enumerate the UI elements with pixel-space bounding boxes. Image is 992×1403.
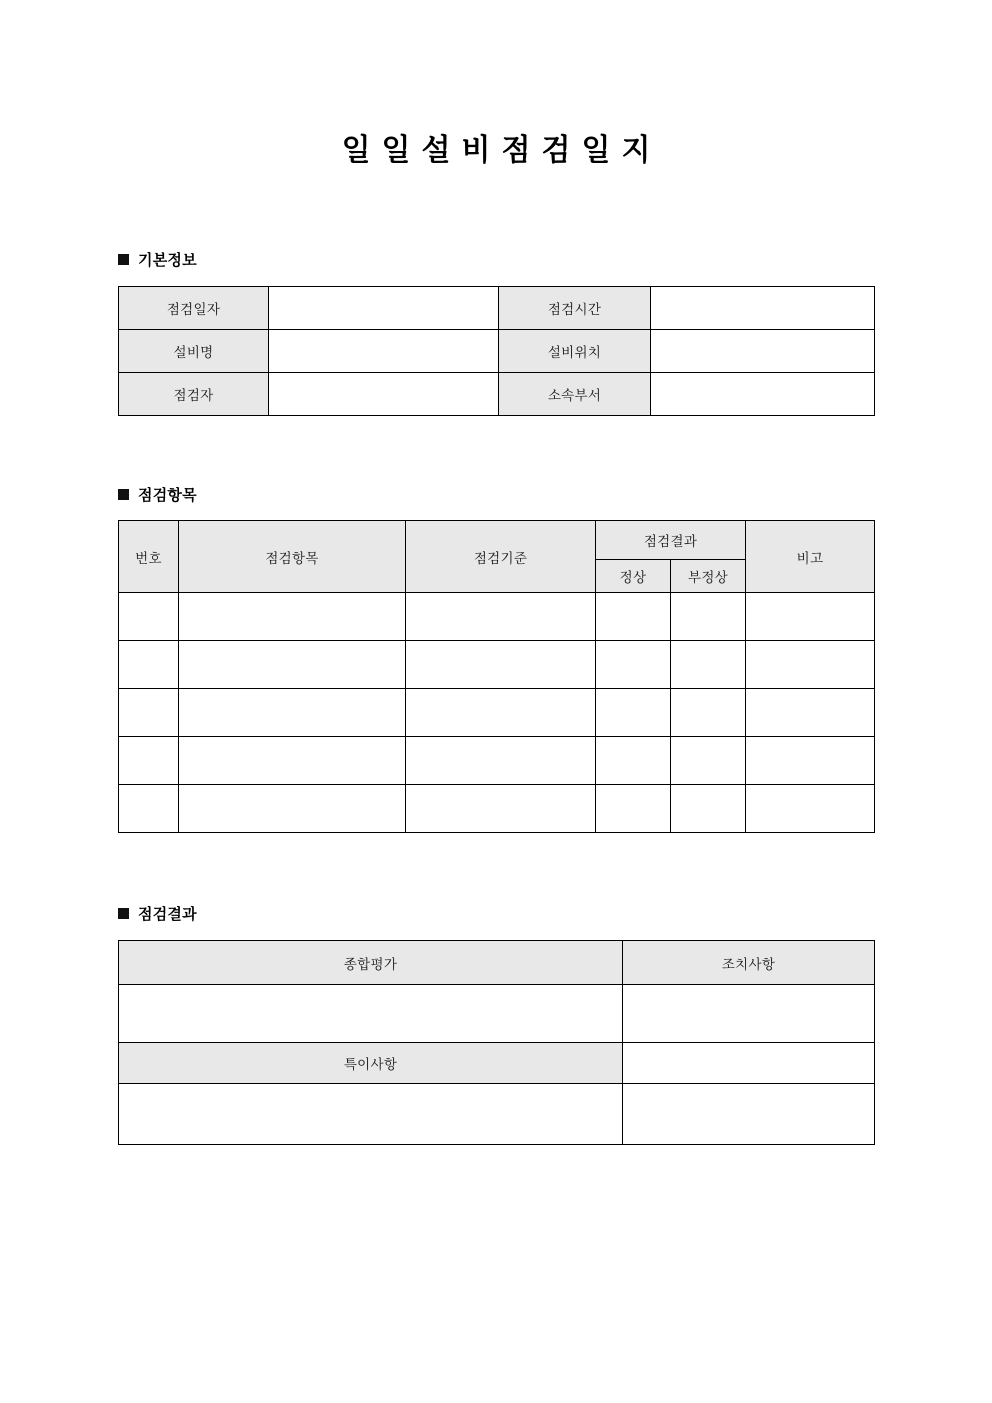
table-row xyxy=(119,985,875,1043)
field-action-taken[interactable] xyxy=(623,985,875,1043)
section-heading-inspection-items xyxy=(118,484,197,505)
section-heading-inspection-result xyxy=(118,903,197,924)
cell-result-normal[interactable] xyxy=(596,593,671,641)
cell-result-normal[interactable] xyxy=(596,641,671,689)
cell-note[interactable] xyxy=(746,737,875,785)
inspection-items-table xyxy=(118,520,875,833)
field-action-taken-continued[interactable] xyxy=(623,1043,875,1084)
cell-standard[interactable] xyxy=(406,785,596,833)
cell-standard[interactable] xyxy=(406,641,596,689)
field-equipment-location[interactable] xyxy=(651,330,875,373)
black-square-icon xyxy=(118,254,129,265)
column-header-standard: 점검기준 xyxy=(406,521,596,593)
label-equipment-location: 설비위치 xyxy=(499,330,651,373)
column-header-action-taken: 조치사항 xyxy=(623,941,875,985)
cell-result-abnormal[interactable] xyxy=(671,593,746,641)
cell-no[interactable] xyxy=(119,641,179,689)
label-inspection-time: 점검시간 xyxy=(499,287,651,330)
table-row xyxy=(119,641,875,689)
table-row xyxy=(119,373,875,416)
cell-result-normal[interactable] xyxy=(596,737,671,785)
field-remarks-right[interactable] xyxy=(623,1084,875,1145)
table-row xyxy=(119,689,875,737)
basic-info-table xyxy=(118,286,875,416)
cell-result-abnormal[interactable] xyxy=(671,689,746,737)
cell-no[interactable] xyxy=(119,737,179,785)
column-header-result-group: 점검결과 xyxy=(596,521,746,560)
column-header-result-normal: 정상 xyxy=(596,560,671,593)
section-heading-label: 점검결과 xyxy=(138,906,197,923)
column-header-result-abnormal: 부정상 xyxy=(671,560,746,593)
cell-result-abnormal[interactable] xyxy=(671,785,746,833)
black-square-icon xyxy=(118,908,129,919)
page-title: 일일설비점검일지 xyxy=(341,134,662,167)
cell-result-normal[interactable] xyxy=(596,785,671,833)
column-header-overall-evaluation: 종합평가 xyxy=(119,941,623,985)
section-heading-label: 점검항목 xyxy=(138,487,197,504)
section-heading-basic-info xyxy=(118,249,197,270)
label-department: 소속부서 xyxy=(499,373,651,416)
field-overall-evaluation[interactable] xyxy=(119,985,623,1043)
cell-result-abnormal[interactable] xyxy=(671,737,746,785)
cell-standard[interactable] xyxy=(406,689,596,737)
cell-item[interactable] xyxy=(179,641,406,689)
table-row xyxy=(119,737,875,785)
field-inspection-date[interactable] xyxy=(269,287,499,330)
label-inspection-date: 점검일자 xyxy=(119,287,269,330)
cell-result-abnormal[interactable] xyxy=(671,641,746,689)
table-row xyxy=(119,593,875,641)
cell-standard[interactable] xyxy=(406,737,596,785)
label-equipment-name: 설비명 xyxy=(119,330,269,373)
cell-note[interactable] xyxy=(746,593,875,641)
table-row xyxy=(119,785,875,833)
cell-no[interactable] xyxy=(119,593,179,641)
field-inspector[interactable] xyxy=(269,373,499,416)
cell-note[interactable] xyxy=(746,641,875,689)
field-remarks[interactable] xyxy=(119,1084,623,1145)
field-inspection-time[interactable] xyxy=(651,287,875,330)
cell-note[interactable] xyxy=(746,785,875,833)
black-square-icon xyxy=(118,489,129,500)
cell-item[interactable] xyxy=(179,737,406,785)
table-header-row xyxy=(119,521,875,560)
cell-result-normal[interactable] xyxy=(596,689,671,737)
table-row xyxy=(119,287,875,330)
field-department[interactable] xyxy=(651,373,875,416)
table-row xyxy=(119,1043,875,1084)
table-header-row xyxy=(119,941,875,985)
label-inspector: 점검자 xyxy=(119,373,269,416)
table-row xyxy=(119,330,875,373)
inspection-result-table xyxy=(118,940,875,1145)
label-remarks: 특이사항 xyxy=(119,1043,623,1084)
cell-no[interactable] xyxy=(119,689,179,737)
cell-item[interactable] xyxy=(179,593,406,641)
table-row xyxy=(119,1084,875,1145)
cell-item[interactable] xyxy=(179,785,406,833)
column-header-item: 점검항목 xyxy=(179,521,406,593)
cell-item[interactable] xyxy=(179,689,406,737)
field-equipment-name[interactable] xyxy=(269,330,499,373)
section-heading-label: 기본정보 xyxy=(138,252,197,269)
cell-note[interactable] xyxy=(746,689,875,737)
cell-standard[interactable] xyxy=(406,593,596,641)
cell-no[interactable] xyxy=(119,785,179,833)
column-header-note: 비고 xyxy=(746,521,875,593)
column-header-no: 번호 xyxy=(119,521,179,593)
